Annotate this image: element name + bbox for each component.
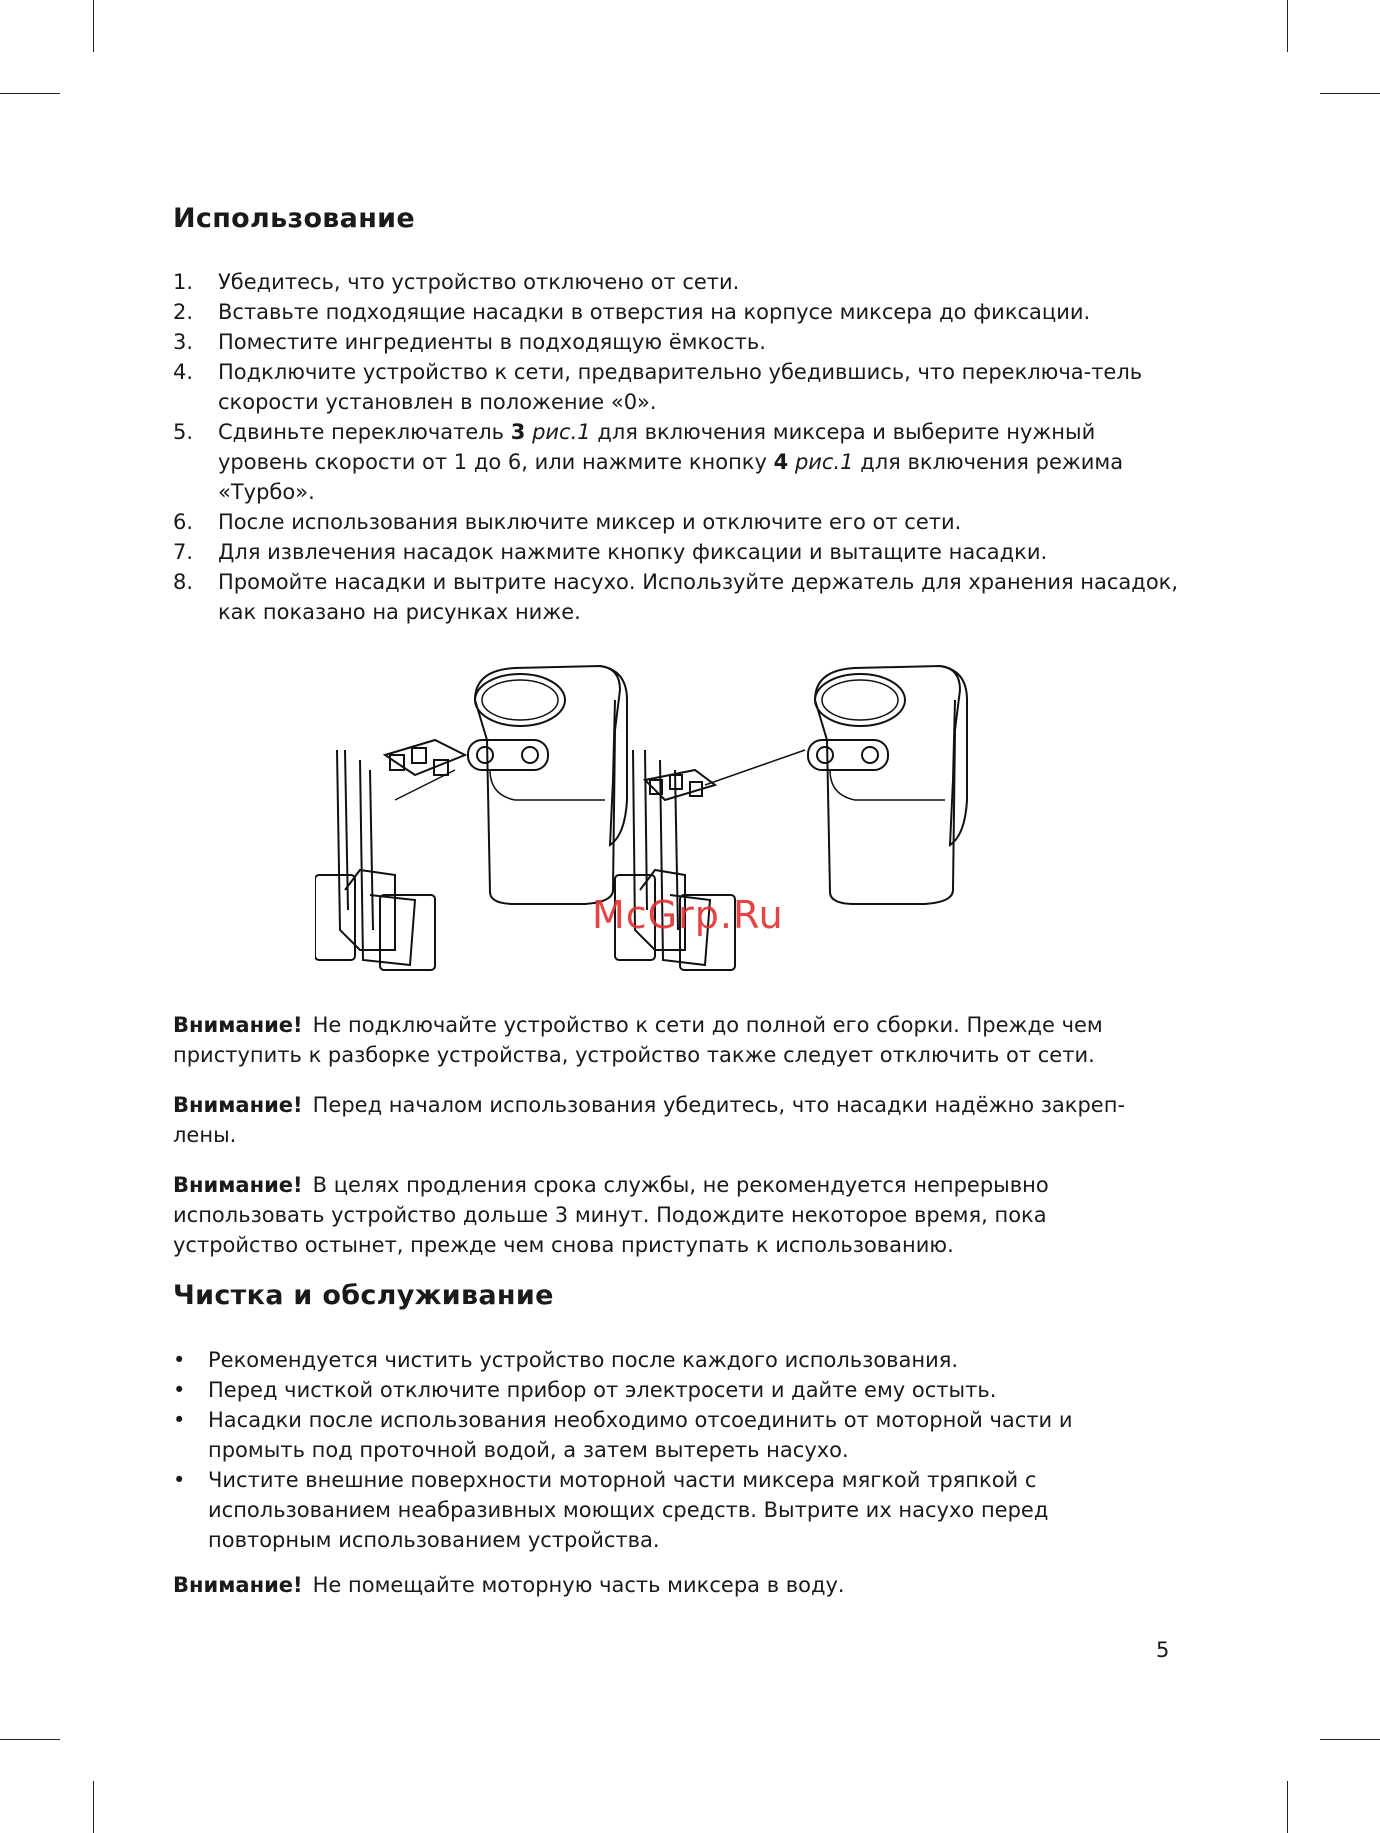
list-item: • Перед чисткой отключите прибор от электросети и дайте ему остыть.	[173, 1378, 997, 1402]
list-item: 7. Для извлечения насадок нажмите кнопку фиксации и вытащите насадки.	[173, 540, 1048, 564]
warning-note: Внимание! В целях продления срока службы, не рекомендуется непрерывно использовать устройство дольше 3 минут. Подождите некоторое время, пока устройство остынет, прежде чем снова приступать к использованию.	[173, 1173, 1049, 1257]
list-item: • Чистите внешние поверхности моторной части миксера мягкой тряпкой с использованием неабразивных моющих средств. Вытрите их насухо перед повторным использованием устройства.	[173, 1468, 1049, 1552]
warning-note: Внимание! Не помещайте моторную часть миксера в воду.	[173, 1573, 845, 1597]
mixer-illustration	[315, 660, 995, 995]
mixer-right	[808, 666, 967, 904]
crop-mark	[93, 0, 94, 52]
list-item: 5. Сдвиньте переключатель 3 рис.1 для включения миксера и выберите нужный уровень скорости от 1 до 6, или нажмите кнопку 4 рис.1 для включения режима «Турбо».	[173, 420, 1124, 504]
list-item: 4. Подключите устройство к сети, предварительно убедившись, что переключа-тель скорости установлен в положение «0».	[173, 360, 1143, 414]
watermark: McGrp.Ru	[592, 893, 784, 937]
list-item: 6. После использования выключите миксер и отключите его от сети.	[173, 510, 962, 534]
cleaning-list	[173, 1345, 1148, 1555]
figure-ref: рис.1	[794, 450, 854, 474]
warning-label: Внимание!	[173, 1013, 303, 1037]
warning-note: Внимание! Не подключайте устройство к сети до полной его сборки. Прежде чем приступить к разборке устройства, устройство также следует отключить от сети.	[173, 1013, 1103, 1067]
warning-label: Внимание!	[173, 1093, 303, 1117]
usage-heading: Использование	[173, 203, 415, 234]
mixer-left	[468, 666, 627, 904]
crop-mark	[1320, 93, 1380, 94]
list-item: • Насадки после использования необходимо отсоединить от моторной части и промыть под проточной водой, а затем вытереть насухо.	[173, 1408, 1073, 1462]
warning-label: Внимание!	[173, 1173, 303, 1197]
usage-steps	[173, 267, 1183, 627]
crop-mark	[1320, 1739, 1380, 1740]
list-item: • Рекомендуется чистить устройство после каждого использования.	[173, 1348, 959, 1372]
page-number: 5	[1156, 1638, 1170, 1662]
list-item: 3. Поместите ингредиенты в подходящую ёмкость.	[173, 330, 766, 354]
beaters-right	[615, 750, 805, 970]
list-item: 1. Убедитесь, что устройство отключено от сети.	[173, 270, 740, 294]
crop-mark	[0, 93, 60, 94]
crop-mark	[0, 1739, 60, 1740]
crop-mark	[1287, 0, 1288, 52]
beaters-left	[315, 740, 465, 970]
crop-mark	[1287, 1781, 1288, 1833]
warning-note: Внимание! Перед началом использования убедитесь, что насадки надёжно закреп-лены.	[173, 1093, 1126, 1147]
figure-ref: рис.1	[532, 420, 591, 444]
button-ref-number: 4	[773, 450, 789, 474]
warning-label: Внимание!	[173, 1573, 303, 1597]
list-item: 2. Вставьте подходящие насадки в отверстия на корпусе миксера до фиксации.	[173, 300, 1091, 324]
cleaning-heading: Чистка и обслуживание	[173, 1280, 554, 1311]
switch-ref-number: 3	[510, 420, 526, 444]
crop-mark	[93, 1781, 94, 1833]
list-item: 8. Промойте насадки и вытрите насухо. Используйте держатель для хранения насадок, как показано на рисунках ниже.	[173, 570, 1179, 624]
